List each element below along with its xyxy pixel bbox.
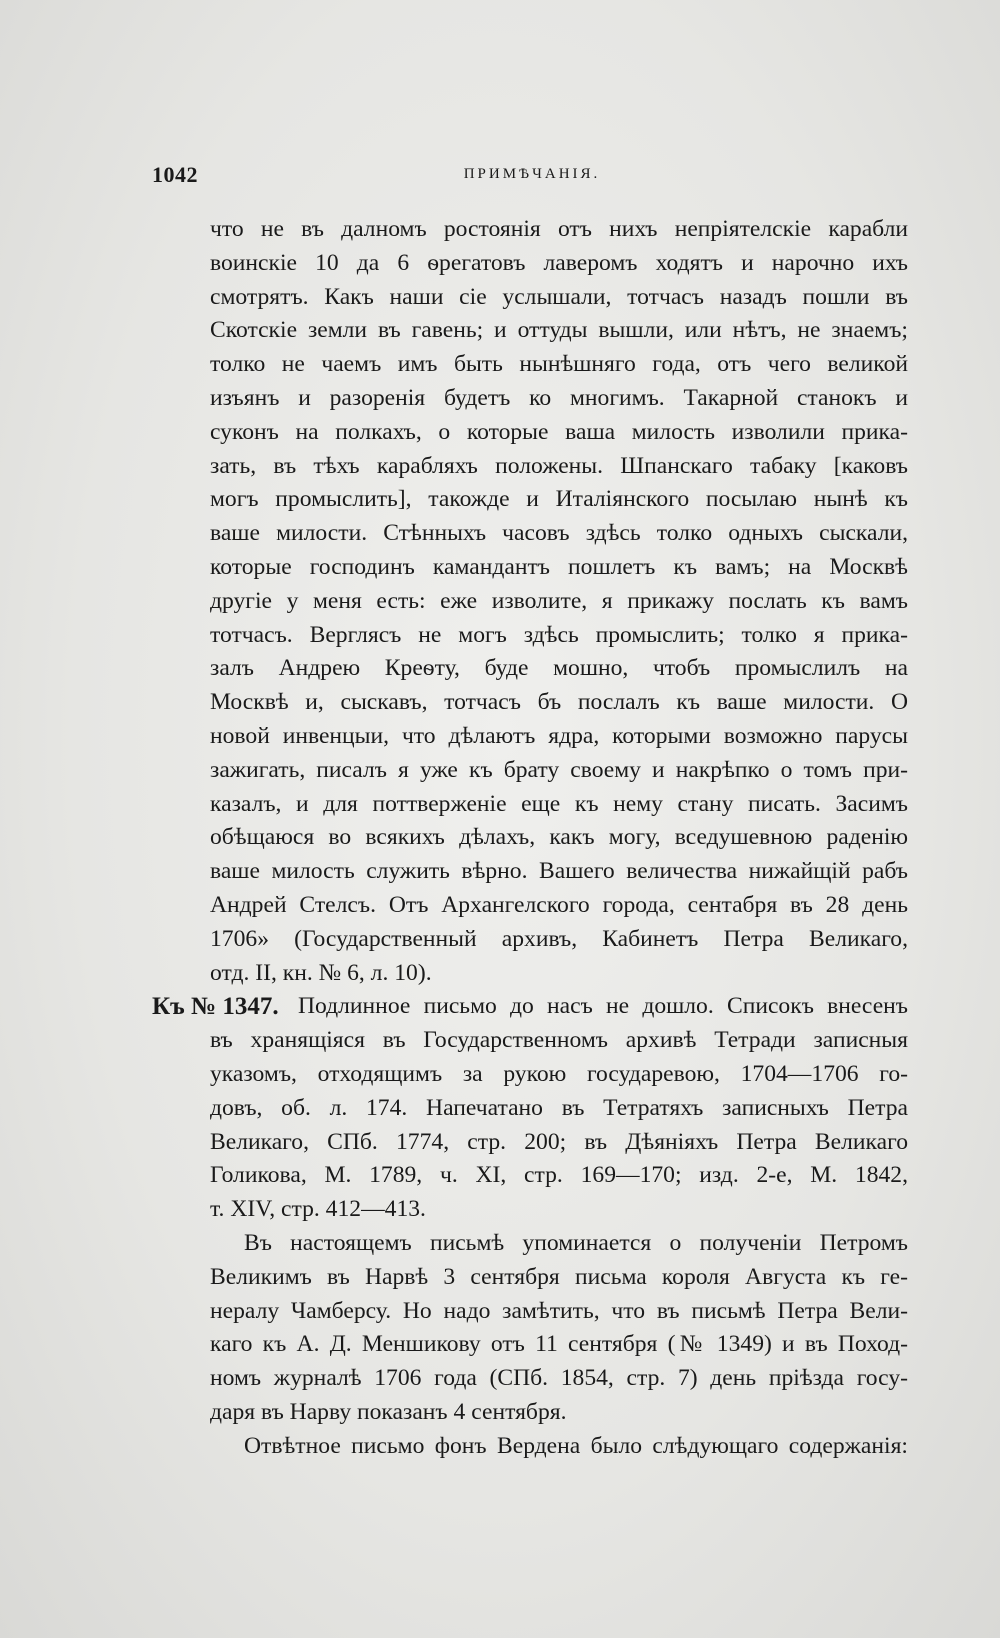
- text-line: тотчасъ. Верглясъ не могъ здѣсь промыслить; толко я прика-: [210, 621, 908, 648]
- text-line: Москвѣ и, сыскавъ, тотчасъ бъ послалъ къ ваше милости. О: [210, 689, 908, 716]
- text-line: 1706» (Государственный архивъ, Кабинетъ Петра Великаго,: [210, 925, 908, 952]
- text-line: толко не чаемъ имъ быть нынѣшняго года, отъ чего великой: [210, 351, 908, 378]
- running-title: ПРИМѢЧАНІЯ.: [463, 166, 601, 182]
- text-line: номъ журналѣ 1706 года (СПб. 1854, стр. 7) день пріѣзда госу-: [210, 1365, 908, 1392]
- text-line: т. XIV, стр. 412—413.: [210, 1196, 426, 1223]
- text-line: которые господинъ камандантъ пошлетъ къ вамъ; на Москвѣ: [210, 553, 908, 580]
- note-entry-label: Къ № 1347.: [152, 993, 279, 1021]
- text-line: отд. II, кн. № 6, л. 10).: [210, 959, 432, 986]
- note-entry-1347: [152, 990, 908, 1227]
- text-line: Отвѣтное письмо фонъ Вердена было слѣдующаго содержанія:: [244, 1432, 908, 1459]
- text-line: воинскіе 10 да 6 ѳрегатовъ лаверомъ ходятъ и нарочно ихъ: [210, 249, 908, 276]
- text-line: обѣщаюся во всякихъ дѣлахъ, какъ могу, вседушевною раденію: [210, 824, 908, 851]
- text-line: Скотскіе земли въ гавень; и оттуды вышли, или нѣтъ, не знаемъ;: [210, 317, 908, 344]
- text-line: нералу Чамберсу. Но надо замѣтить, что въ письмѣ Петра Вели-: [210, 1297, 908, 1324]
- text-line: Великимъ въ Нарвѣ 3 сентября письма короля Августа къ ге-: [210, 1263, 908, 1290]
- text-line: указомъ, отходящимъ за рукою государевою, 1704—1706 го-: [210, 1060, 908, 1087]
- text-line: зажигать, писалъ я уже къ брату своему и накрѣпко о томъ при-: [210, 756, 908, 783]
- text-line: Въ настоящемъ письмѣ упоминается о полученіи Петромъ: [244, 1229, 908, 1256]
- text-line: суконъ на полкахъ, о которые ваша милость изволили прика-: [210, 418, 908, 445]
- paragraph-commentary: [210, 1227, 908, 1430]
- page-number: 1042: [152, 162, 198, 187]
- text-line: каго къ А. Д. Меншикову отъ 11 сентября (№ 1349) и въ Поход-: [210, 1331, 908, 1358]
- text-line: Андрей Стелсъ. Отъ Архангелского города, сентабря въ 28 день: [210, 891, 908, 918]
- text-line: Голикова, М. 1789, ч. XI, стр. 169—170; изд. 2-е, М. 1842,: [210, 1162, 908, 1189]
- text-line: новой инвенцыи, что дѣлаютъ ядра, которыми возможно парусы: [210, 722, 908, 749]
- text-line: зать, въ тѣхъ карабляхъ положены. Шпанскаго табаку [каковъ: [210, 452, 908, 479]
- text-line: ваше милость служить вѣрно. Вашего величества нижайщій рабъ: [210, 858, 908, 885]
- text-line: даря въ Нарву показанъ 4 сентября.: [210, 1398, 567, 1425]
- text-line: довъ, об. л. 174. Напечатано въ Тетратяхъ записныхъ Петра: [210, 1094, 908, 1121]
- text-line: могъ промыслить], такожде и Италіянского посылаю нынѣ къ: [210, 486, 908, 513]
- text-line: ваше милости. Стѣнныхъ часовъ здѣсь толко одныхъ сыскали,: [210, 520, 908, 547]
- text-line: казалъ, и для поттверженіе еще къ нему стану писать. Засимъ: [210, 790, 908, 817]
- paragraph-reply-intro: [210, 1430, 908, 1464]
- text-line: другіе у меня есть: еже изволите, я прикажу послать къ вамъ: [210, 587, 908, 614]
- text-line: Великаго, СПб. 1774, стр. 200; въ Дѣяніяхъ Петра Великаго: [210, 1128, 908, 1155]
- text-line: изъянъ и разоренія будетъ ко многимъ. Такарной станокъ и: [210, 384, 908, 411]
- text-line: Подлинное письмо до насъ не дошло. Списокъ внесенъ: [298, 993, 908, 1020]
- text-line: въ хранящіяся въ Государственномъ архивѣ Тетради записныя: [210, 1027, 908, 1054]
- paragraph-letter-continuation: [210, 213, 908, 990]
- text-line: залъ Андрею Креѳту, буде мошно, чтобъ промыслилъ на: [210, 655, 908, 682]
- text-line: что не въ далномъ ростоянія отъ нихъ непріятелскіе карабли: [210, 216, 908, 242]
- body-text: [152, 213, 908, 1463]
- page-header: [152, 162, 912, 192]
- text-line: смотрятъ. Какъ наши сіе услышали, тотчасъ назадъ пошли въ: [210, 283, 908, 310]
